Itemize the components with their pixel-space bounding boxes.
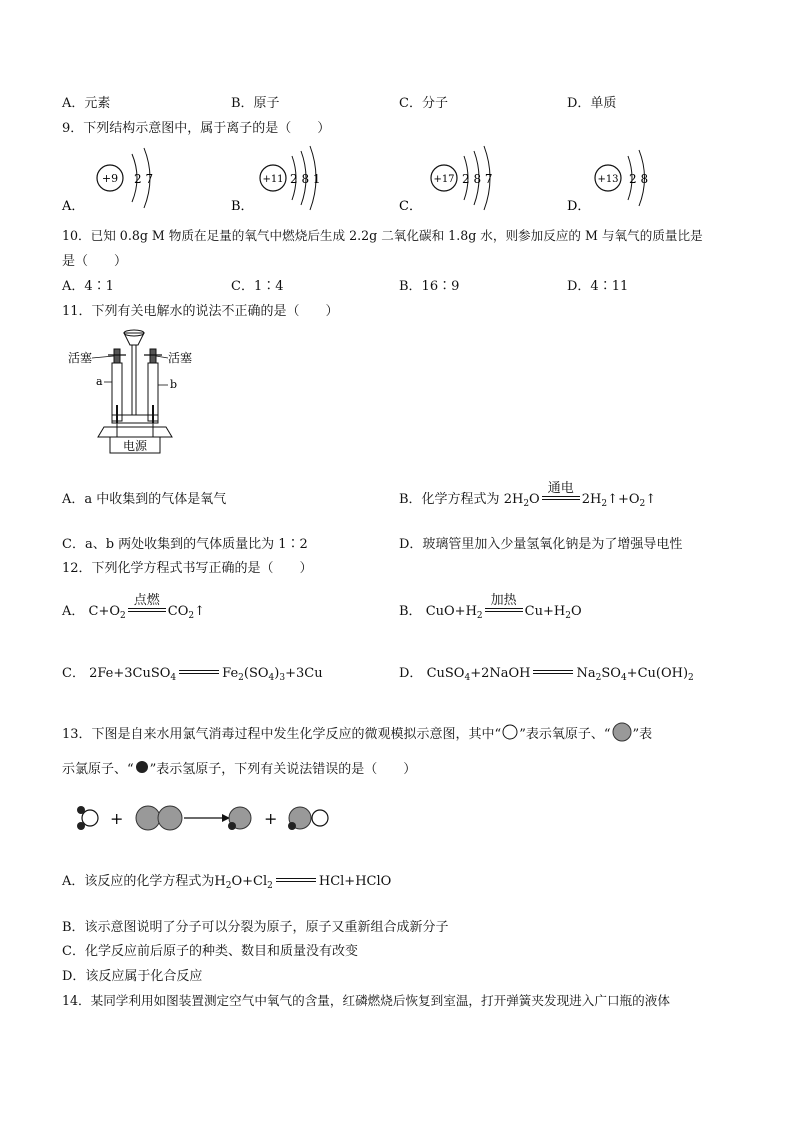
q8-option-b: B．原子 <box>231 96 280 111</box>
q9-b-shells: 2 8 1 <box>290 172 321 186</box>
q9-structure-diagrams <box>60 140 760 215</box>
q11-stem: 11．下列有关电解水的说法不正确的是（ ） <box>62 304 339 319</box>
q12-option-c: C． 2Fe+3CuSO$_4$ $Fe_2(SO_4)_3+3Cu$ <box>62 666 323 683</box>
q9-d-label: D． <box>567 199 591 214</box>
q10-option-c: C．1∶4 <box>231 279 284 294</box>
chlorine-atom-icon <box>611 722 633 742</box>
q8-option-d: D．单质 <box>567 96 617 111</box>
q13-option-c: C．化学反应前后原子的种类、数目和质量没有改变 <box>62 944 358 959</box>
q12-a-condition: 点燃 <box>133 593 160 608</box>
q13-option-b: B．该示意图说明了分子可以分裂为原子，原子又重新组合成新分子 <box>62 920 449 935</box>
oxygen-atom-icon <box>501 724 519 740</box>
svg-text:+: + <box>264 809 278 828</box>
q9-b-nucleus: +11 <box>262 174 284 185</box>
q10-stem-line2: 是（ ） <box>62 254 128 269</box>
q13-reaction-diagram <box>70 798 350 838</box>
q13-option-a: A．该反应的化学方程式为$H_2O+Cl_2$ HCl+HClO <box>62 874 392 891</box>
q9-diagram-c <box>399 146 493 214</box>
q11-option-b: B．化学方程式为 $2H_2O$ 通电 $2H_2↑+O_2↑$ <box>399 488 656 509</box>
q11-power-label: 电源 <box>122 439 148 453</box>
q9-c-nucleus: +17 <box>433 174 455 185</box>
q9-stem: 9．下列结构示意图中，属于离子的是（ ） <box>62 121 331 136</box>
q12-stem: 12．下列化学方程式书写正确的是（ ） <box>62 561 313 576</box>
q14-stem: 14．某同学利用如图装置测定空气中氧气的含量，红磷燃烧后恢复到室温，打开弹簧夹发现进入广口瓶的液体 <box>62 993 670 1008</box>
q9-diagram-b <box>231 146 321 214</box>
q10-option-a: A．4∶1 <box>62 279 114 294</box>
q12-b-condition: 加热 <box>490 593 517 608</box>
q10-option-d: D．4∶11 <box>567 279 629 294</box>
q11-tube-b-label: b <box>170 378 178 391</box>
q11-option-c: C．a、b 两处收集到的气体质量比为 1∶2 <box>62 537 308 552</box>
q11-electrolysis-apparatus <box>64 325 204 460</box>
q13-stem-line1: 13．下图是自来水用氯气消毒过程中发生化学反应的微观模拟示意图，其中“ ”表示氧原子、“ ”表 <box>62 722 652 742</box>
q11-valve-right-label: 活塞 <box>168 351 193 365</box>
q12-option-d: D． CuSO$_4$+2NaOH $Na_2SO_4+Cu(OH)_2$ <box>399 666 694 683</box>
q10-option-b: B．16∶9 <box>399 279 460 294</box>
q8-option-a: A．元素 <box>62 96 111 111</box>
q9-d-shells: 2 8 <box>629 172 649 186</box>
q11-option-a: A．a 中收集到的气体是氧气 <box>62 492 227 507</box>
q9-b-label: B． <box>231 199 254 214</box>
q9-a-nucleus: +9 <box>101 172 119 185</box>
q10-stem-line1: 10．已知 0.8g M 物质在足量的氧气中燃烧后生成 2.2g 二氧化碳和 1.8g 水，则参加反应的 M 与氧气的质量比是 <box>62 228 703 243</box>
q13-stem-line2: 示氯原子、“ ”表示氢原子，下列有关说法错误的是（ ） <box>62 758 416 777</box>
q12-option-a: A． $C+O_2$ 点燃 $CO_2↑$ <box>62 600 205 621</box>
svg-text:+: + <box>110 809 124 828</box>
q9-d-nucleus: +13 <box>597 174 619 185</box>
q11-valve-left-label: 活塞 <box>68 351 93 365</box>
hydrogen-atom-icon <box>134 759 150 775</box>
q9-c-label: C． <box>399 199 422 214</box>
q9-c-shells: 2 8 7 <box>462 172 493 186</box>
q11-tube-a-label: a <box>96 375 103 388</box>
q11-option-d: D．玻璃管里加入少量氢氧化钠是为了增强导电性 <box>399 537 683 552</box>
q11-b-condition: 通电 <box>547 481 574 496</box>
q9-a-shells: 2 7 <box>134 172 154 186</box>
q9-diagram-a <box>61 148 153 214</box>
q8-option-c: C．分子 <box>399 96 448 111</box>
q12-option-b: B． $CuO+H_2$ 加热 $Cu+H_2O$ <box>399 600 582 621</box>
q9-a-label: A． <box>62 199 85 214</box>
q9-diagram-d <box>567 150 648 214</box>
q13-option-d: D．该反应属于化合反应 <box>62 969 203 984</box>
